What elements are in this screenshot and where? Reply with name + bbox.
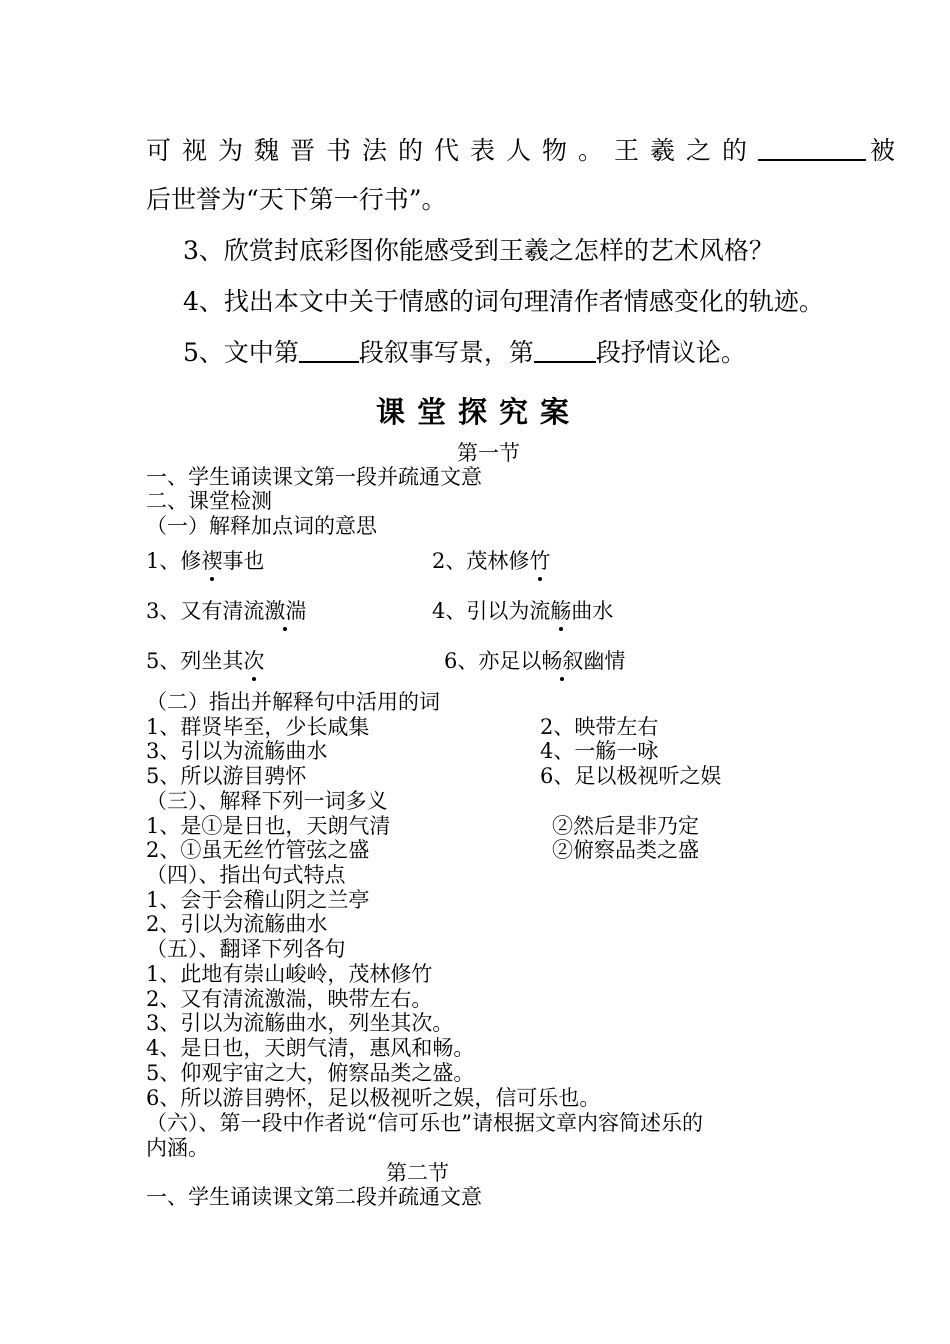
fill-blank[interactable] — [758, 137, 866, 161]
vocab-item-4 — [432, 601, 613, 622]
vocab-text: 6、亦足以 — [444, 649, 542, 673]
part-3-item-3: 2、①虽无丝竹管弦之盛 — [146, 838, 370, 862]
part-3-heading: （三）、解释下列一词多义 — [146, 789, 388, 813]
section-1-step-2: 二、课堂检测 — [146, 489, 272, 513]
section-1-heading: 第一节 — [457, 441, 520, 465]
part-5-item-5: 5、仰观宇宙之大，俯察品类之盛。 — [146, 1061, 475, 1085]
dotted-word: 畅叙 — [541, 649, 584, 673]
part-2-item-6: 6、足以极视听之娱 — [540, 764, 722, 788]
part-5-item-1: 1、此地有崇山峻岭，茂林修竹 — [146, 962, 433, 986]
question-5 — [183, 339, 746, 365]
part-2-item-3: 3、引以为流觞曲水 — [146, 739, 328, 763]
vocab-text: 1、修 — [146, 549, 202, 573]
preview-line-1 — [146, 137, 906, 163]
fill-blank[interactable] — [534, 339, 596, 363]
q5-text: 段抒情议论。 — [595, 338, 746, 367]
part-5-item-3: 3、引以为流觞曲水，列坐其次。 — [146, 1011, 454, 1035]
dotted-word: 次 — [243, 649, 265, 673]
part-5-heading: （五）、翻译下列各句 — [146, 937, 346, 961]
part-5-item-4: 4、是日也，天朗气清，惠风和畅。 — [146, 1036, 475, 1060]
part-4-item-1: 1、会于会稽山阴之兰亭 — [146, 888, 370, 912]
part-1-heading: （一）解释加点词的意思 — [146, 514, 377, 538]
dotted-word: 竹 — [529, 549, 551, 573]
section-2-step-1: 一、学生诵读课文第二段并疏通文意 — [146, 1185, 482, 1209]
question-3: 3、欣赏封底彩图你能感受到王羲之怎样的艺术风格？ — [183, 236, 774, 265]
part-4-heading: （四）、指出句式特点 — [146, 863, 346, 887]
preview-text: 被 — [870, 136, 907, 165]
vocab-text: 5、列坐其 — [146, 649, 244, 673]
dotted-word: 觞 — [550, 599, 572, 623]
vocab-item-2 — [432, 551, 550, 572]
vocab-text: 3、又有清流 — [146, 599, 265, 623]
vocab-text: 幽情 — [583, 649, 626, 673]
part-2-item-2: 2、映带左右 — [540, 715, 659, 739]
fill-blank[interactable] — [299, 339, 359, 363]
part-2-heading: （二）指出并解释句中活用的词 — [146, 690, 440, 714]
vocab-item-5 — [146, 651, 264, 672]
preview-line-2: 后世誉为“天下第一行书”。 — [146, 185, 447, 214]
section-1-step-1: 一、学生诵读课文第一段并疏通文意 — [146, 465, 482, 489]
vocab-text: 4、引以为流 — [432, 599, 551, 623]
vocab-text: 曲水 — [571, 599, 614, 623]
part-3-item-4: ②俯察品类之盛 — [552, 838, 699, 862]
q5-text: 5、文中第 — [183, 338, 299, 367]
vocab-item-3 — [146, 601, 306, 622]
q5-text: 段叙事写景，第 — [358, 338, 534, 367]
dotted-word: 激湍 — [264, 599, 307, 623]
section-2-heading: 第二节 — [386, 1161, 449, 1185]
vocab-item-6 — [444, 651, 625, 672]
part-6-line-2: 内涵。 — [146, 1136, 209, 1160]
part-6-line-1: （六）、第一段中作者说“信可乐也”请根据文章内容简述乐的 — [146, 1111, 703, 1135]
part-4-item-2: 2、引以为流觞曲水 — [146, 912, 328, 936]
part-3-item-1: 1、是①是日也，天朗气清 — [146, 814, 391, 838]
part-3-item-2: ②然后是非乃定 — [552, 814, 699, 838]
part-2-item-1: 1、群贤毕至，少长咸集 — [146, 715, 370, 739]
part-2-item-5: 5、所以游目骋怀 — [146, 764, 307, 788]
question-4: 4、找出本文中关于情感的词句理清作者情感变化的轨迹。 — [183, 287, 824, 316]
page-title: 课堂探究案 — [376, 395, 582, 429]
vocab-item-1 — [146, 551, 264, 572]
vocab-text: 事也 — [222, 549, 265, 573]
part-2-item-4: 4、一觞一咏 — [540, 739, 659, 763]
part-5-item-6: 6、所以游目骋怀，足以极视听之娱，信可乐也。 — [146, 1086, 601, 1110]
dotted-word: 禊 — [201, 549, 223, 573]
part-5-item-2: 2、又有清流激湍，映带左右。 — [146, 987, 433, 1011]
preview-text: 可视为魏晋书法的代表人物。王羲之的 — [146, 136, 759, 165]
vocab-text: 2、茂林修 — [432, 549, 530, 573]
